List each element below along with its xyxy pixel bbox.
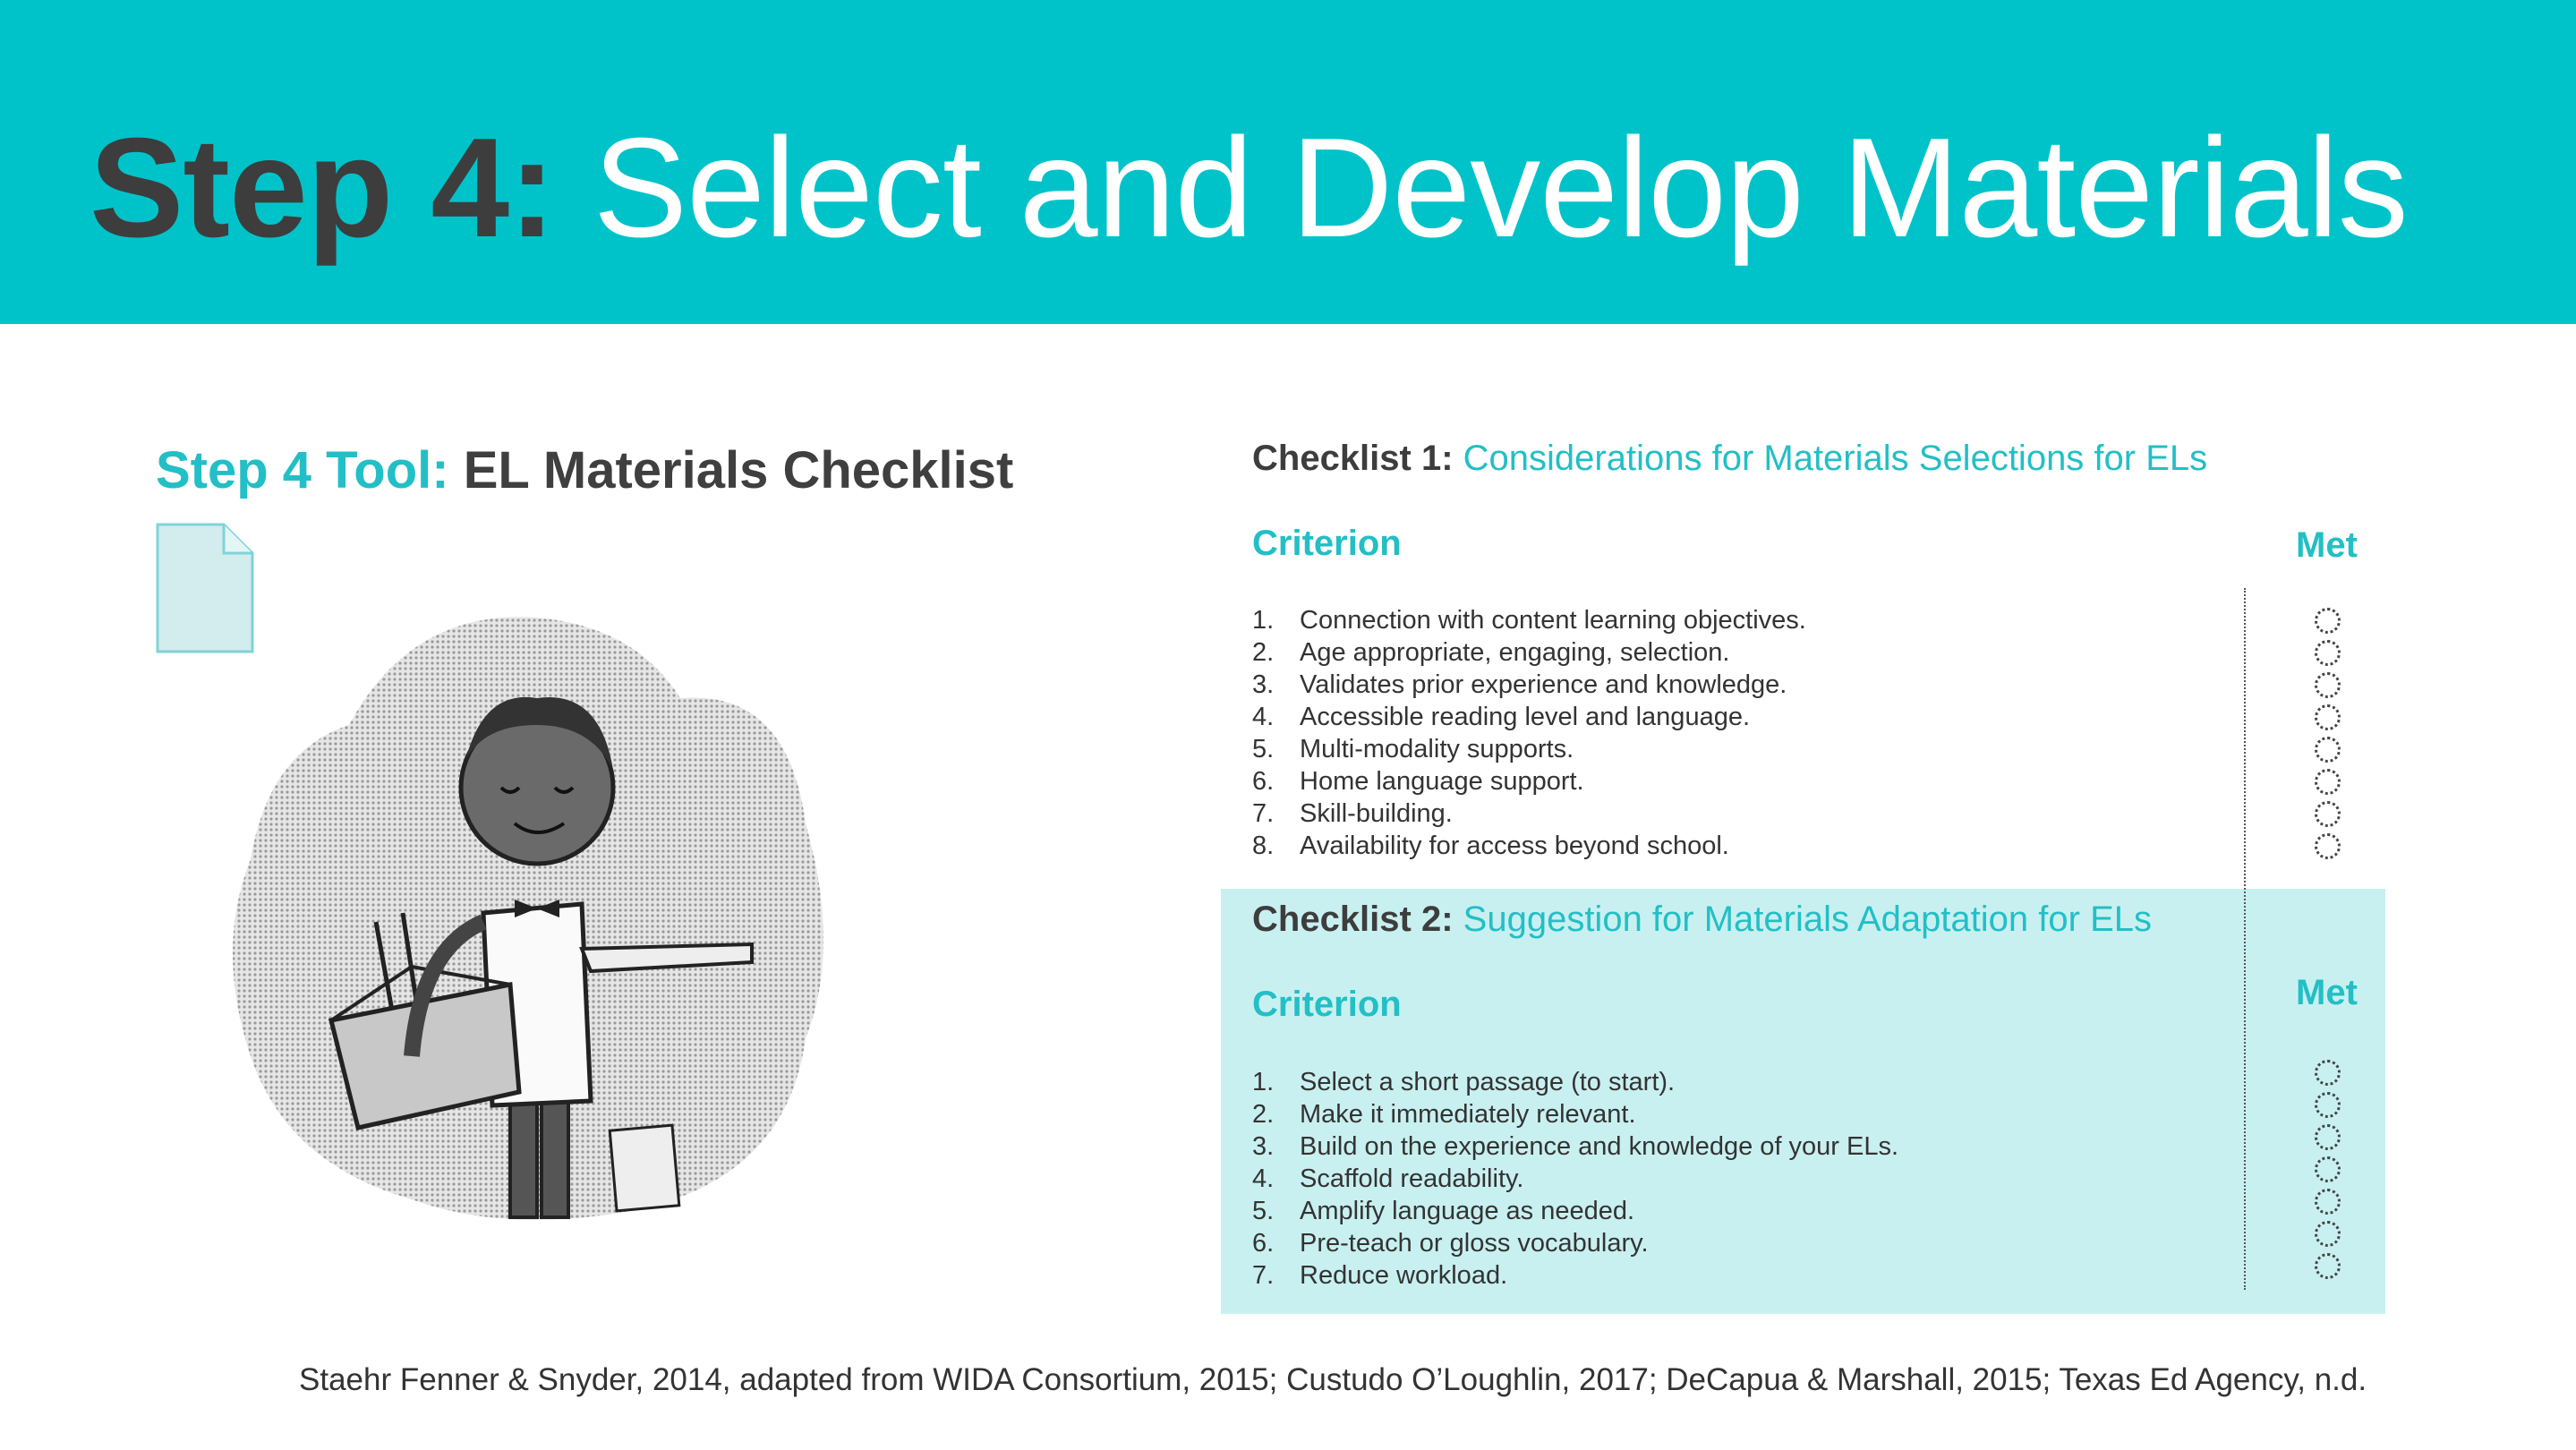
item-number: 5. <box>1252 1197 1275 1225</box>
item-number: 6. <box>1252 1229 1275 1258</box>
checklist1-title <box>1252 439 2207 479</box>
checklist2-title <box>1252 900 2152 940</box>
item-text: Skill-building. <box>1300 799 1453 828</box>
checklist1-met-header: Met <box>2296 525 2358 565</box>
met-checkbox[interactable] <box>2315 704 2341 730</box>
checklist2-heading: Suggestion for Materials Adaptation for ELs <box>1463 900 2152 939</box>
item-text: Availability for access beyond school. <box>1300 832 1729 860</box>
checklist-item <box>1252 1227 1898 1259</box>
checklist-item <box>1252 1130 1898 1163</box>
checklist-item <box>1252 765 1806 798</box>
item-text: Validates prior experience and knowledge. <box>1300 670 1787 699</box>
tool-prefix: Step 4 Tool: <box>156 441 449 499</box>
checklist-item <box>1252 1163 1898 1195</box>
checklist2-met-header: Met <box>2296 973 2358 1012</box>
item-text: Multi-modality supports. <box>1300 735 1574 763</box>
item-text: Make it immediately relevant. <box>1300 1100 1636 1129</box>
met-checkbox[interactable] <box>2315 737 2341 763</box>
item-text: Build on the experience and knowledge of your ELs. <box>1300 1132 1899 1161</box>
met-checkbox[interactable] <box>2315 1124 2341 1150</box>
checklist1-criterion-header: Criterion <box>1252 524 1402 563</box>
checklist1-heading: Considerations for Materials Selections for ELs <box>1463 439 2208 478</box>
title-banner <box>0 0 2576 324</box>
citation: Staehr Fenner & Snyder, 2014, adapted from WIDA Consortium, 2015; Custudo O’Loughlin, 2017; DeCapua & Marshall, 2015; Texas Ed Agency, n.d. <box>299 1362 2367 1397</box>
checklist1-label: Checklist 1: <box>1252 439 1454 478</box>
met-checkbox[interactable] <box>2315 833 2341 859</box>
item-text: Pre-teach or gloss vocabulary. <box>1300 1229 1649 1258</box>
student-illustration <box>215 591 859 1235</box>
checklist-item <box>1252 1098 1898 1130</box>
item-number: 2. <box>1252 1100 1275 1129</box>
item-text: Accessible reading level and language. <box>1300 703 1751 731</box>
tool-heading <box>156 440 1013 500</box>
met-checkbox[interactable] <box>2315 1092 2341 1118</box>
met-checkbox[interactable] <box>2315 801 2341 827</box>
item-text: Age appropriate, engaging, selection. <box>1300 638 1730 667</box>
item-number: 2. <box>1252 638 1275 667</box>
checklist-item <box>1252 1195 1898 1227</box>
column-divider <box>2244 588 2246 1290</box>
met-checkbox[interactable] <box>2315 769 2341 795</box>
checklist2-list <box>1252 1066 1898 1292</box>
item-number: 4. <box>1252 703 1275 731</box>
checklist-item <box>1252 669 1806 701</box>
checklist1-list <box>1252 604 1806 862</box>
item-text: Select a short passage (to start). <box>1300 1068 1676 1096</box>
met-checkbox[interactable] <box>2315 1156 2341 1182</box>
item-number: 7. <box>1252 799 1275 828</box>
checklist-item <box>1252 1259 1898 1292</box>
checklist2-criterion-header: Criterion <box>1252 985 1402 1024</box>
item-text: Scaffold readability. <box>1300 1164 1524 1193</box>
title-main: Select and Develop Materials <box>593 109 2408 267</box>
item-number: 4. <box>1252 1164 1275 1193</box>
item-number: 1. <box>1252 606 1275 635</box>
item-number: 1. <box>1252 1068 1275 1096</box>
checklist2-label: Checklist 2: <box>1252 900 1454 939</box>
met-checkbox[interactable] <box>2315 608 2341 634</box>
met-checkbox[interactable] <box>2315 1189 2341 1215</box>
item-number: 8. <box>1252 832 1275 860</box>
item-number: 5. <box>1252 735 1275 763</box>
checklist-item <box>1252 1066 1898 1098</box>
item-text: Reduce workload. <box>1300 1261 1508 1290</box>
checklist-item <box>1252 701 1806 733</box>
checklist-item <box>1252 604 1806 636</box>
page-title <box>90 107 2408 269</box>
item-text: Amplify language as needed. <box>1300 1197 1635 1225</box>
met-checkbox[interactable] <box>2315 1221 2341 1247</box>
checklist-item <box>1252 798 1806 830</box>
checklist1-met-column <box>2315 608 2341 866</box>
met-checkbox[interactable] <box>2315 1060 2341 1086</box>
met-checkbox[interactable] <box>2315 640 2341 666</box>
item-number: 6. <box>1252 767 1275 796</box>
title-prefix: Step 4: <box>90 109 555 267</box>
checklist-item <box>1252 830 1806 862</box>
checklist2-met-column <box>2315 1060 2341 1285</box>
item-number: 7. <box>1252 1261 1275 1290</box>
item-text: Connection with content learning objectives. <box>1300 606 1806 635</box>
item-number: 3. <box>1252 670 1275 699</box>
item-number: 3. <box>1252 1132 1275 1161</box>
checklist-item <box>1252 733 1806 765</box>
met-checkbox[interactable] <box>2315 1253 2341 1279</box>
checklist-item <box>1252 636 1806 669</box>
met-checkbox[interactable] <box>2315 672 2341 698</box>
tool-name: EL Materials Checklist <box>463 441 1014 499</box>
item-text: Home language support. <box>1300 767 1584 796</box>
